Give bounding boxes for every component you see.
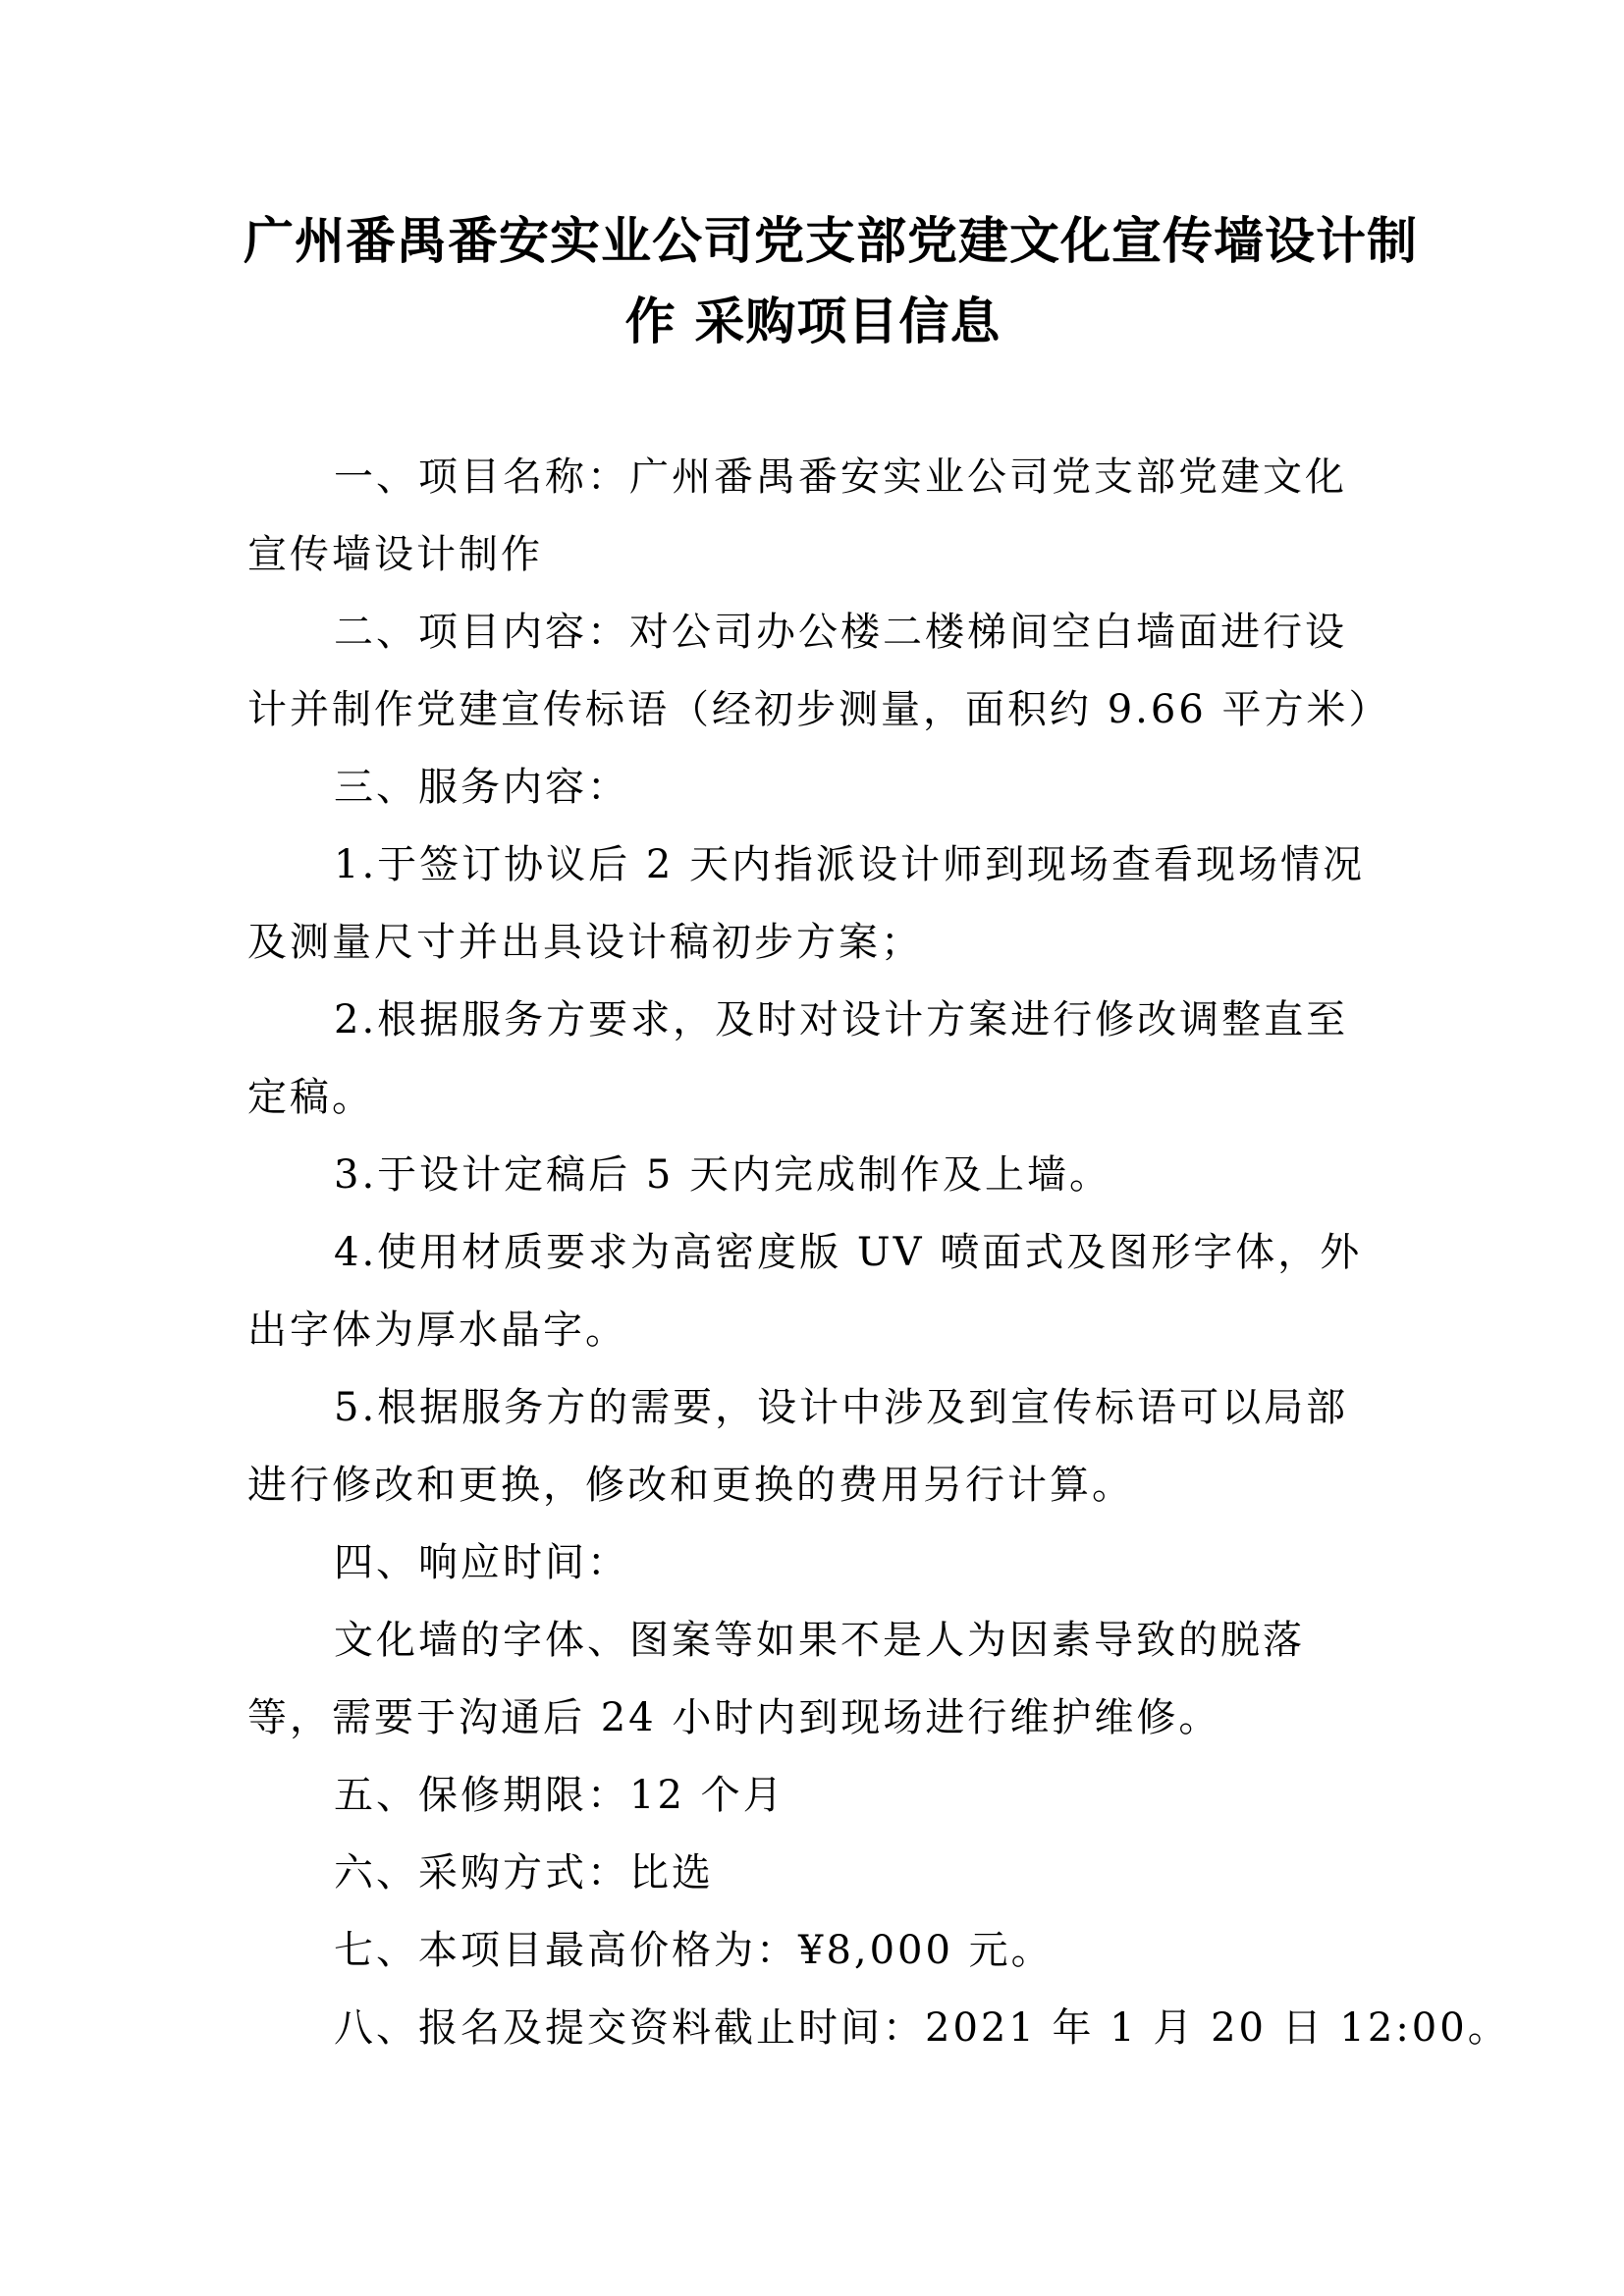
paragraph-line: 4.使用材质要求为高密度版 UV 喷面式及图形字体，外	[334, 1230, 1363, 1275]
document-body	[247, 439, 1510, 2067]
paragraph-line: 文化墙的字体、图案等如果不是人为因素导致的脱落	[334, 1618, 1305, 1663]
paragraph-line: 二、项目内容：对公司办公楼二楼梯间空白墙面进行设	[334, 610, 1347, 655]
paragraph-line: 进行修改和更换，修改和更换的费用另行计算。	[247, 1463, 1134, 1508]
service-item-4	[247, 1214, 1381, 1369]
paragraph-line: 1.于签订协议后 2 天内指派设计师到现场查看现场情况	[334, 842, 1366, 887]
paragraph-line: 四、响应时间：	[334, 1540, 629, 1585]
document-title	[244, 201, 1419, 362]
item-project-name	[247, 439, 1381, 594]
paragraph-line: 出字体为厚水晶字。	[247, 1308, 627, 1353]
item-response-time-heading	[247, 1524, 1381, 1602]
paragraph-line: 2.根据服务方要求，及时对设计方案进行修改调整直至	[334, 997, 1349, 1042]
paragraph-line: 六、采购方式：比选	[334, 1850, 714, 1896]
item-warranty-period	[247, 1757, 1381, 1835]
paragraph-line: 七、本项目最高价格为：¥8,000 元。	[334, 1928, 1054, 1973]
paragraph-line: 及测量尺寸并出具设计稿初步方案；	[247, 920, 923, 965]
paragraph-line: 5.根据服务方的需要，设计中涉及到宣传标语可以局部	[334, 1385, 1349, 1430]
service-item-1	[247, 827, 1381, 982]
service-item-2	[247, 982, 1381, 1137]
paragraph-line: 三、服务内容：	[334, 765, 629, 810]
response-time-detail	[247, 1602, 1381, 1757]
item-submission-deadline	[247, 1990, 1510, 2067]
paragraph-line: 五、保修期限：12 个月	[334, 1773, 785, 1818]
paragraph-line: 一、项目名称：广州番禺番安实业公司党支部党建文化	[334, 454, 1347, 500]
service-item-5	[247, 1369, 1381, 1524]
item-max-price	[247, 1912, 1381, 1990]
paragraph-line: 计并制作党建宣传标语（经初步测量，面积约 9.66 平方米）	[247, 687, 1391, 732]
paragraph-line: 宣传墙设计制作	[247, 532, 543, 577]
paragraph-line: 定稿。	[247, 1075, 374, 1120]
paragraph-line: 等，需要于沟通后 24 小时内到现场进行维护维修。	[247, 1695, 1221, 1740]
title-line-1: 广州番禺番安实业公司党支部党建文化宣传墙设计制	[244, 212, 1419, 271]
item-project-content	[247, 594, 1391, 749]
item-procurement-method	[247, 1835, 1381, 1912]
paragraph-line: 八、报名及提交资料截止时间：2021 年 1 月 20 日 12:00。	[334, 2005, 1510, 2051]
paragraph-line: 3.于设计定稿后 5 天内完成制作及上墙。	[334, 1152, 1112, 1198]
service-item-3	[247, 1137, 1381, 1214]
title-line-2: 作 采购项目信息	[624, 293, 1001, 351]
item-service-content-heading	[247, 749, 1381, 827]
